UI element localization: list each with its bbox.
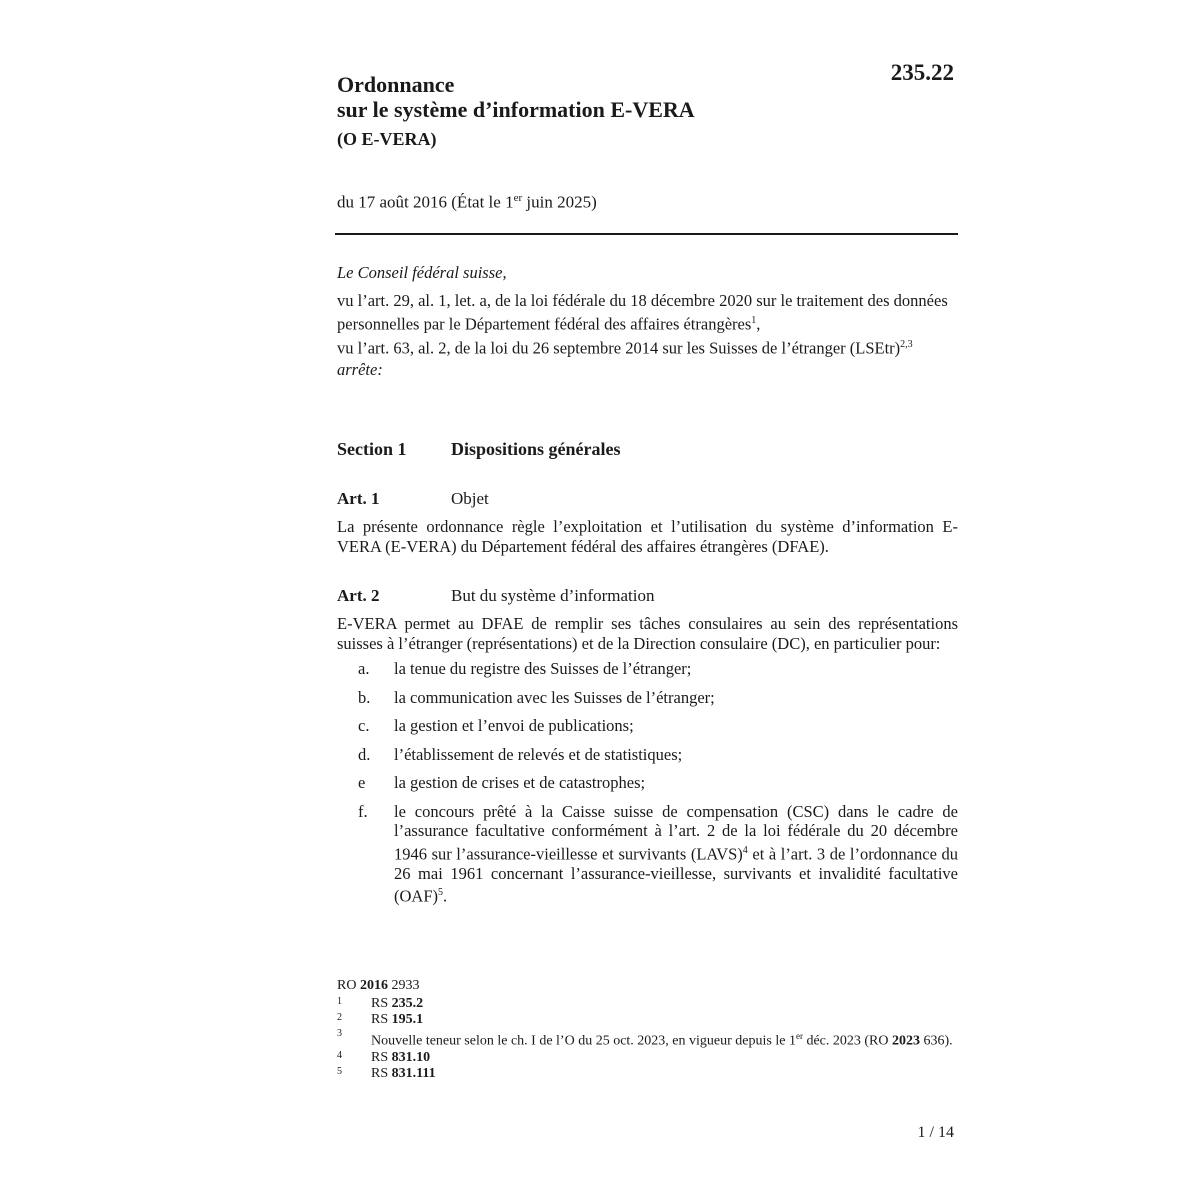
footnote-text-b: déc. 2023 (RO <box>802 1033 892 1049</box>
section-heading <box>337 439 621 460</box>
footnote-ro-year: 2023 <box>892 1033 920 1049</box>
list-letter: a. <box>358 659 370 678</box>
footnote-number: 1 <box>337 996 342 1007</box>
footnote-5 <box>337 1066 958 1082</box>
basis-2-text: vu l’art. 63, al. 2, de la loi du 26 septembre 2014 sur les Suisses de l’étranger (LSEtr) <box>337 338 901 357</box>
footnote-ref-code: 831.111 <box>391 1065 436 1081</box>
list-text: la gestion de crises et de catastrophes; <box>394 773 646 792</box>
article-1-body: La présente ordonnance règle l’exploitation et l’utilisation du système d’information E-VERA (E-VERA) du Département fédéral des affaires étrangères (DFAE). <box>337 517 958 556</box>
list-item-d <box>337 745 958 765</box>
footnote-ref-code: 831.10 <box>391 1049 431 1065</box>
footnotes <box>337 978 958 1082</box>
footnote-4 <box>337 1050 958 1066</box>
article-2 <box>337 585 958 915</box>
article-1-title: Objet <box>451 489 489 508</box>
footnote-3 <box>337 1028 958 1050</box>
footnote-sup: er <box>795 1031 803 1041</box>
list-text-part-a: le concours prêté à la Caisse suisse de compensation (CSC) dans le cadre de l’assurance facultative conformément à l’art. 2 de la loi fédérale du 20 décembre 1946 sur l’assurance-vieillesse et survivants (LAVS) <box>394 801 958 863</box>
list-text: la tenue du registre des Suisses de l’étranger; <box>394 659 692 678</box>
date-prefix: du 17 août 2016 (État le 1 <box>337 192 514 212</box>
footnote-text-c: 636). <box>920 1033 953 1049</box>
article-2-heading <box>337 585 958 607</box>
list-item-b <box>337 688 958 708</box>
footnote-prefix: RS <box>371 1065 392 1081</box>
ro-prefix: RO <box>337 978 360 993</box>
document-page <box>337 0 958 1200</box>
list-item-a <box>337 659 958 679</box>
ro-page: 2933 <box>387 978 420 993</box>
basis-1-text: vu l’art. 29, al. 1, let. a, de la loi fédérale du 18 décembre 2020 sur le traitement des données personnelles par le Département fédéral des affaires étrangères <box>337 291 948 334</box>
section-number: Section 1 <box>337 439 407 459</box>
footnote-number: 3 <box>337 1028 342 1039</box>
footnote-ref-code: 235.2 <box>391 996 424 1011</box>
article-2-list <box>337 659 958 906</box>
preamble-basis-1: vu l’art. 29, al. 1, let. a, de la loi fédérale du 18 décembre 2020 sur le traitement des données personnelles par le Département fédéral des affaires étrangères$^1$, <box>337 291 948 334</box>
list-letter: e <box>358 773 366 792</box>
list-item-c <box>337 716 958 736</box>
list-letter: c. <box>358 716 370 735</box>
article-2-title: But du système d’information <box>451 586 655 605</box>
header-divider <box>335 233 958 235</box>
title-line-1: Ordonnance <box>337 72 455 97</box>
footnote-1 <box>337 996 958 1012</box>
footnote-number: 4 <box>337 1049 342 1061</box>
document-date <box>337 192 597 213</box>
ro-year: 2016 <box>359 978 388 993</box>
list-text: la gestion et l’envoi de publications; <box>394 716 634 735</box>
list-letter: f. <box>358 801 368 821</box>
section-title: Dispositions générales <box>451 439 621 459</box>
list-text-part-b: et à l’art. 3 de l’ordonnance du 26 mai 1961 concernant l’assurance-vieillesse, survivants et invalidité facultative (OAF) <box>394 844 958 906</box>
article-1-number: Art. 1 <box>337 489 380 508</box>
footnote-prefix: RS <box>371 1049 392 1065</box>
list-text: l’établissement de relevés et de statistiques; <box>394 744 683 764</box>
document-title <box>337 72 695 150</box>
footnote-ref-5[interactable]: 5 <box>438 887 443 898</box>
footnote-ref-code: 195.1 <box>391 1012 424 1027</box>
article-1 <box>337 488 958 556</box>
list-text-part-c: . <box>443 886 448 906</box>
article-1-heading <box>337 488 958 510</box>
footnote-prefix: RS <box>371 1012 392 1027</box>
page-number: 1 / 14 <box>917 1124 954 1141</box>
article-2-body: E-VERA permet au DFAE de remplir ses tâches consulaires au sein des représentations suisses à l’étranger (représentations) et de la Direction consulaire (DC), en particulier pour: <box>337 614 958 653</box>
preamble-basis-2 <box>337 335 958 359</box>
date-suffix: juin 2025) <box>522 192 597 212</box>
title-line-2: sur le système d’information E-VERA <box>337 97 695 122</box>
footnote-2 <box>337 1012 958 1028</box>
sr-number: 235.22 <box>890 60 954 85</box>
footnote-ref-1[interactable]: 1 <box>751 315 757 326</box>
list-text: la communication avec les Suisses de l’étranger; <box>394 687 715 707</box>
footnote-number: 5 <box>337 1065 342 1077</box>
footnote-number: 2 <box>337 1012 342 1023</box>
list-letter: b. <box>358 687 371 707</box>
preamble-decree: arrête: <box>337 360 383 379</box>
title-abbreviation: (O E-VERA) <box>337 129 437 149</box>
preamble-authority: Le Conseil fédéral suisse, <box>337 263 507 282</box>
article-2-number: Art. 2 <box>337 586 380 605</box>
footnote-prefix: RS <box>371 996 392 1011</box>
footnote-ref-2-3[interactable]: 2,3 <box>900 338 913 350</box>
list-item-e <box>337 773 958 793</box>
footnote-ref-4[interactable]: 4 <box>742 844 748 856</box>
ro-reference <box>337 978 958 994</box>
preamble <box>337 263 958 380</box>
date-sup: er <box>513 192 523 204</box>
list-letter: d. <box>358 744 371 764</box>
list-item-f <box>337 802 958 907</box>
footnote-text-a: Nouvelle teneur selon le ch. I de l’O du 25 oct. 2023, en vigueur depuis le 1 <box>371 1033 796 1049</box>
